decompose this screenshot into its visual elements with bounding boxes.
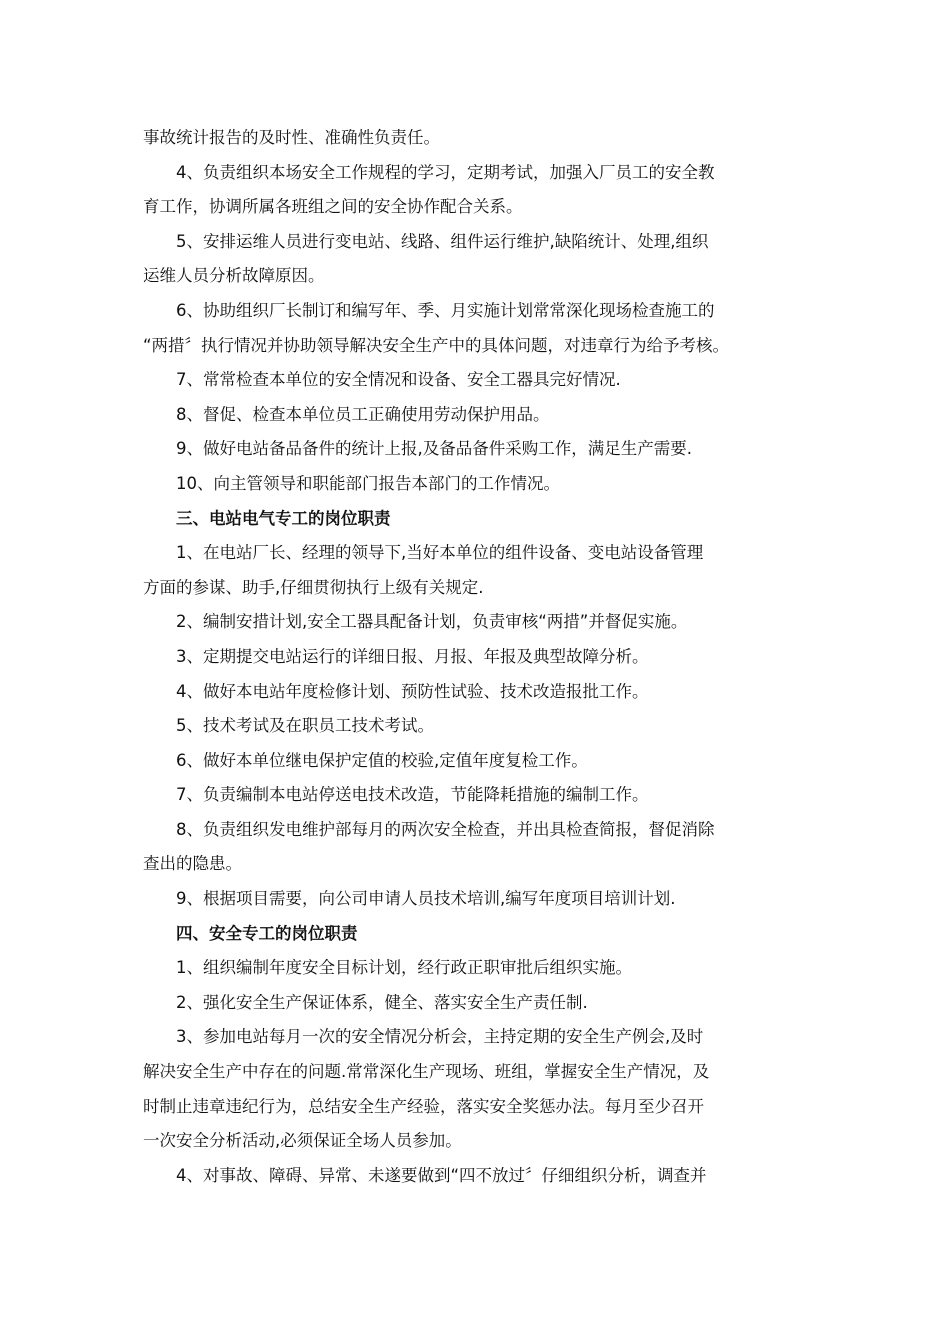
text-line: 1、在电站厂长、经理的领导下,当好本单位的组件设备、变电站设备管理 [176,543,704,563]
text-line: “两措〞执行情况并协助领导解决安全生产中的具体问题，对违章行为给予考核。 [143,335,730,355]
text-line: 一次安全分析活动,必须保证全场人员参加。 [143,1131,462,1151]
text-line: 方面的参谋、助手,仔细贯彻执行上级有关规定. [143,577,484,597]
text-line: 运维人员分析故障原因。 [143,266,325,286]
text-line: 1、组织编制年度安全目标计划，经行政正职审批后组织实施。 [176,958,632,978]
text-line: 4、做好本电站年度检修计划、预防性试验、技术改造报批工作。 [176,681,649,701]
text-line: 9、根据项目需要，向公司申请人员技术培训,编写年度项目培训计划. [176,889,676,909]
text-line: 解决安全生产中存在的问题.常常深化生产现场、班组，掌握安全生产情况，及 [143,1062,710,1082]
text-line: 6、协助组织厂长制订和编写年、季、月实施计划常常深化现场检查施工的 [176,300,715,320]
text-line: 事故统计报告的及时性、准确性负责任。 [143,128,440,147]
text-line: 7、常常检查本单位的安全情况和设备、安全工器具完好情况. [176,370,621,390]
text-line: 育工作，协调所属各班组之间的安全协作配合关系。 [143,197,523,217]
text-line: 时制止违章违纪行为，总结安全生产经验，落实安全奖惩办法。每月至少召开 [143,1096,704,1116]
text-line: 8、督促、检查本单位员工正确使用劳动保护用品。 [176,404,550,424]
text-line: 4、负责组织本场安全工作规程的学习，定期考试，加强入厂员工的安全教 [176,162,715,182]
text-line: 2、编制安措计划,安全工器具配备计划，负责审核“两措”并督促实施。 [176,612,688,632]
text-line: 3、参加电站每月一次的安全情况分析会，主持定期的安全生产例会,及时 [176,1027,704,1047]
text-line: 2、强化安全生产保证体系，健全、落实安全生产责任制. [176,992,588,1012]
document-body [143,121,808,1193]
text-line: 5、技术考试及在职员工技术考试。 [176,716,434,736]
text-line: 4、对事故、障碍、异常、未遂要做到“四不放过〞仔细组织分析，调查并 [176,1165,707,1185]
text-line: 7、负责编制本电站停送电技术改造，节能降耗措施的编制工作。 [176,785,649,805]
section-heading: 三、电站电气专工的岗位职责 [176,508,391,528]
text-line: 5、安排运维人员进行变电站、线路、组件运行维护,缺陷统计、处理,组织 [176,231,709,251]
text-line: 6、做好本单位继电保护定值的校验,定值年度复检工作。 [176,750,588,770]
text-line: 查出的隐患。 [143,854,242,874]
section-heading: 四、安全专工的岗位职责 [176,923,358,943]
text-line: 8、负责组织发电维护部每月的两次安全检查，并出具检查简报，督促消除 [176,819,715,839]
text-line: 3、定期提交电站运行的详细日报、月报、年报及典型故障分析。 [176,646,649,666]
text-line: 9、做好电站备品备件的统计上报,及备品备件采购工作，满足生产需要. [176,439,692,459]
text-line: 10、向主管领导和职能部门报告本部门的工作情况。 [176,473,560,493]
